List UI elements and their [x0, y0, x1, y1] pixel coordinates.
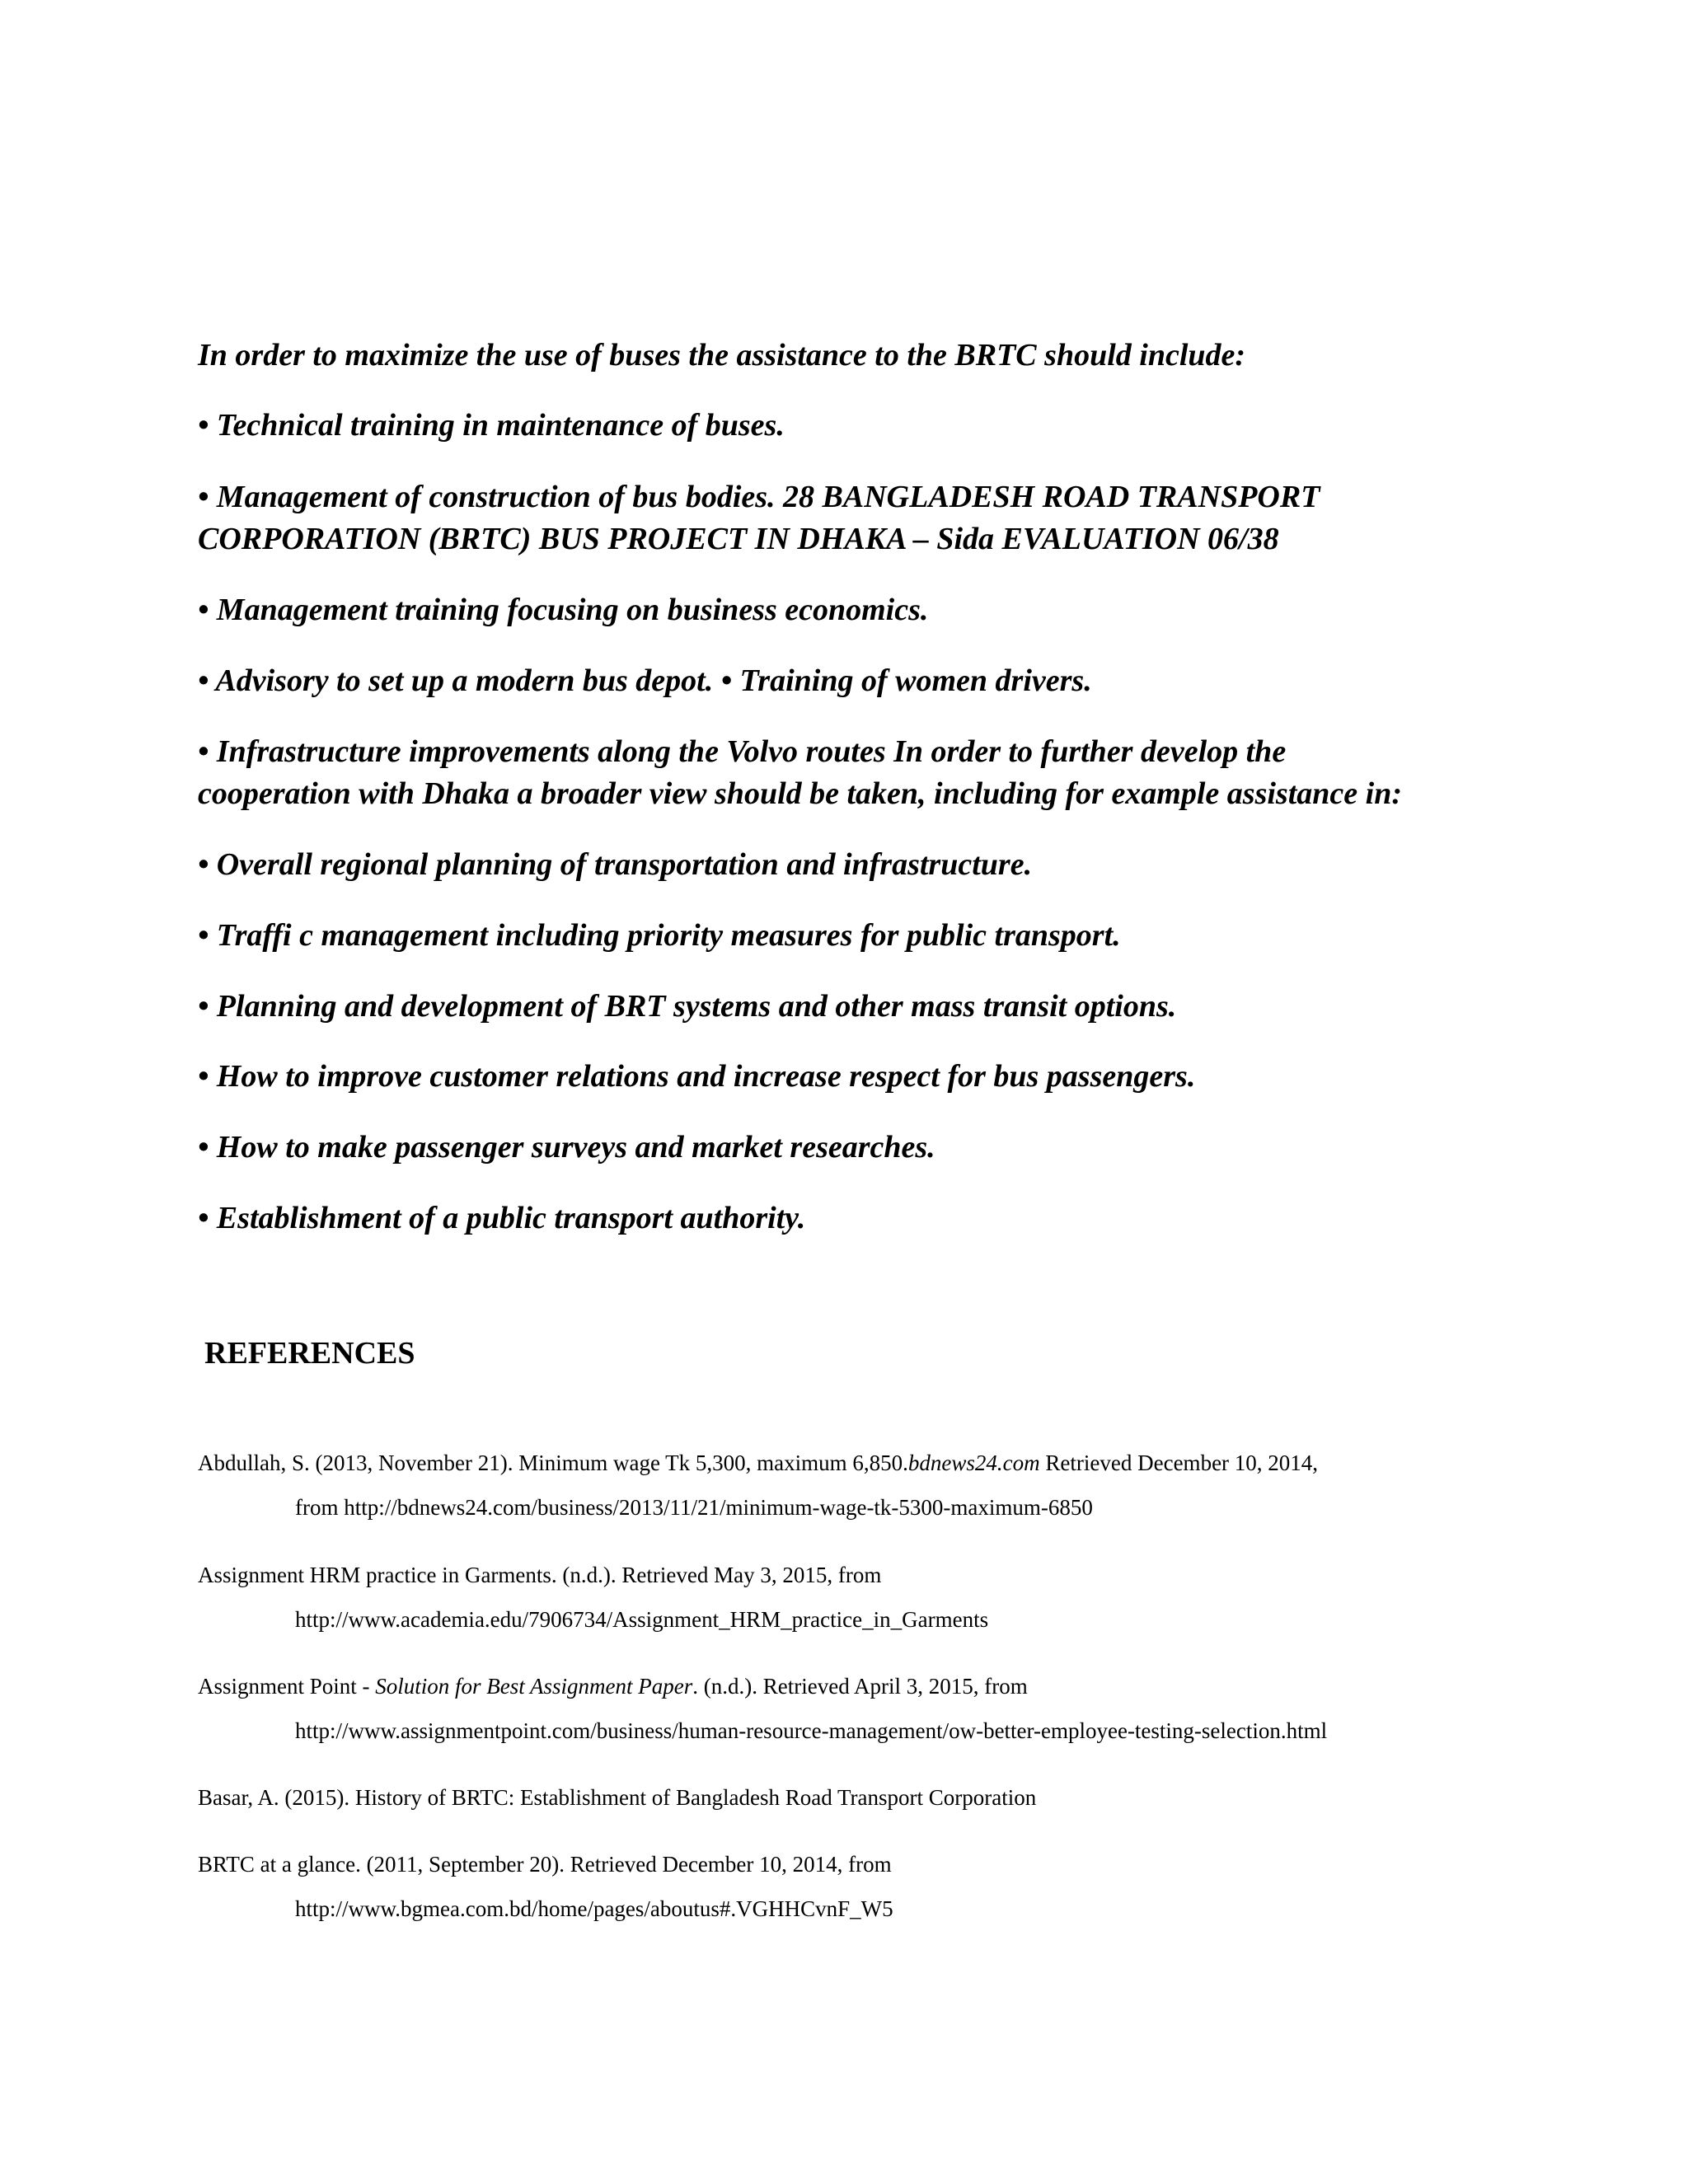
bullet-management-construction-line1: • Management of construction of bus bodies. 28 BANGLADESH ROAD TRANSPORT: [198, 480, 1320, 514]
bullet-management-training: • Management training focusing on business economics.: [198, 593, 929, 627]
reference-assignment-hrm-text: Assignment HRM practice in Garments. (n.d.). Retrieved May 3, 2015, from: [198, 1563, 882, 1587]
bullet-advisory-depot: • Advisory to set up a modern bus depot. • Training of women drivers.: [198, 663, 1092, 698]
reference-assignment-hrm: [198, 1553, 988, 1642]
reference-assignment-hrm-url[interactable]: http://www.academia.edu/7906734/Assignment_HRM_practice_in_Garments: [295, 1607, 989, 1632]
bullet-management-construction-line2: CORPORATION (BRTC) BUS PROJECT IN DHAKA – Sida EVALUATION 06/38: [198, 522, 1279, 556]
bullet-brt-systems: • Planning and development of BRT systems and other mass transit options.: [198, 989, 1177, 1024]
bullet-passenger-surveys: • How to make passenger surveys and market researches.: [198, 1130, 935, 1165]
intro-paragraph: In order to maximize the use of buses the assistance to the BRTC should include:: [198, 338, 1246, 373]
reference-basar-text: Basar, A. (2015). History of BRTC: Establishment of Bangladesh Road Transport Corporation: [198, 1785, 1037, 1810]
reference-abdullah-source: bdnews24.com: [907, 1451, 1040, 1475]
reference-brtc-glance-text: BRTC at a glance. (2011, September 20). Retrieved December 10, 2014, from: [198, 1852, 892, 1877]
reference-abdullah: [198, 1441, 1318, 1530]
reference-brtc-glance-url[interactable]: http://www.bgmea.com.bd/home/pages/aboutus#.VGHHCvnF_W5: [295, 1896, 893, 1921]
reference-brtc-glance: [198, 1842, 893, 1931]
reference-abdullah-url[interactable]: from http://bdnews24.com/business/2013/11/21/minimum-wage-tk-5300-maximum-6850: [295, 1495, 1093, 1520]
bullet-transport-authority: • Establishment of a public transport authority.: [198, 1201, 806, 1235]
bullet-technical-training: • Technical training in maintenance of buses.: [198, 408, 785, 443]
bullet-infrastructure-line1: • Infrastructure improvements along the Volvo routes In order to further develop the: [198, 734, 1287, 769]
reference-assignment-point-retrieved: . (n.d.). Retrieved April 3, 2015, from: [692, 1674, 1028, 1699]
reference-abdullah-retrieved: Retrieved December 10, 2014,: [1039, 1451, 1319, 1475]
reference-assignment-point-url[interactable]: http://www.assignmentpoint.com/business/human-resource-management/ow-better-employee-testing-selection.html: [295, 1718, 1328, 1743]
references-heading: REFERENCES: [204, 1336, 415, 1371]
bullet-customer-relations: • How to improve customer relations and increase respect for bus passengers.: [198, 1059, 1196, 1094]
bullet-infrastructure-line2: cooperation with Dhaka a broader view should be taken, including for example assistance in:: [198, 776, 1402, 811]
reference-assignment-point-title: Solution for Best Assignment Paper: [375, 1674, 693, 1699]
reference-abdullah-text: Abdullah, S. (2013, November 21). Minimum wage Tk 5,300, maximum 6,850.: [198, 1451, 908, 1475]
bullet-regional-planning: • Overall regional planning of transportation and infrastructure.: [198, 847, 1033, 882]
reference-basar: [198, 1775, 1036, 1820]
bullet-traffic-management: • Traffi c management including priority measures for public transport.: [198, 918, 1121, 953]
reference-assignment-point: [198, 1664, 1327, 1753]
reference-assignment-point-text: Assignment Point -: [198, 1674, 376, 1699]
